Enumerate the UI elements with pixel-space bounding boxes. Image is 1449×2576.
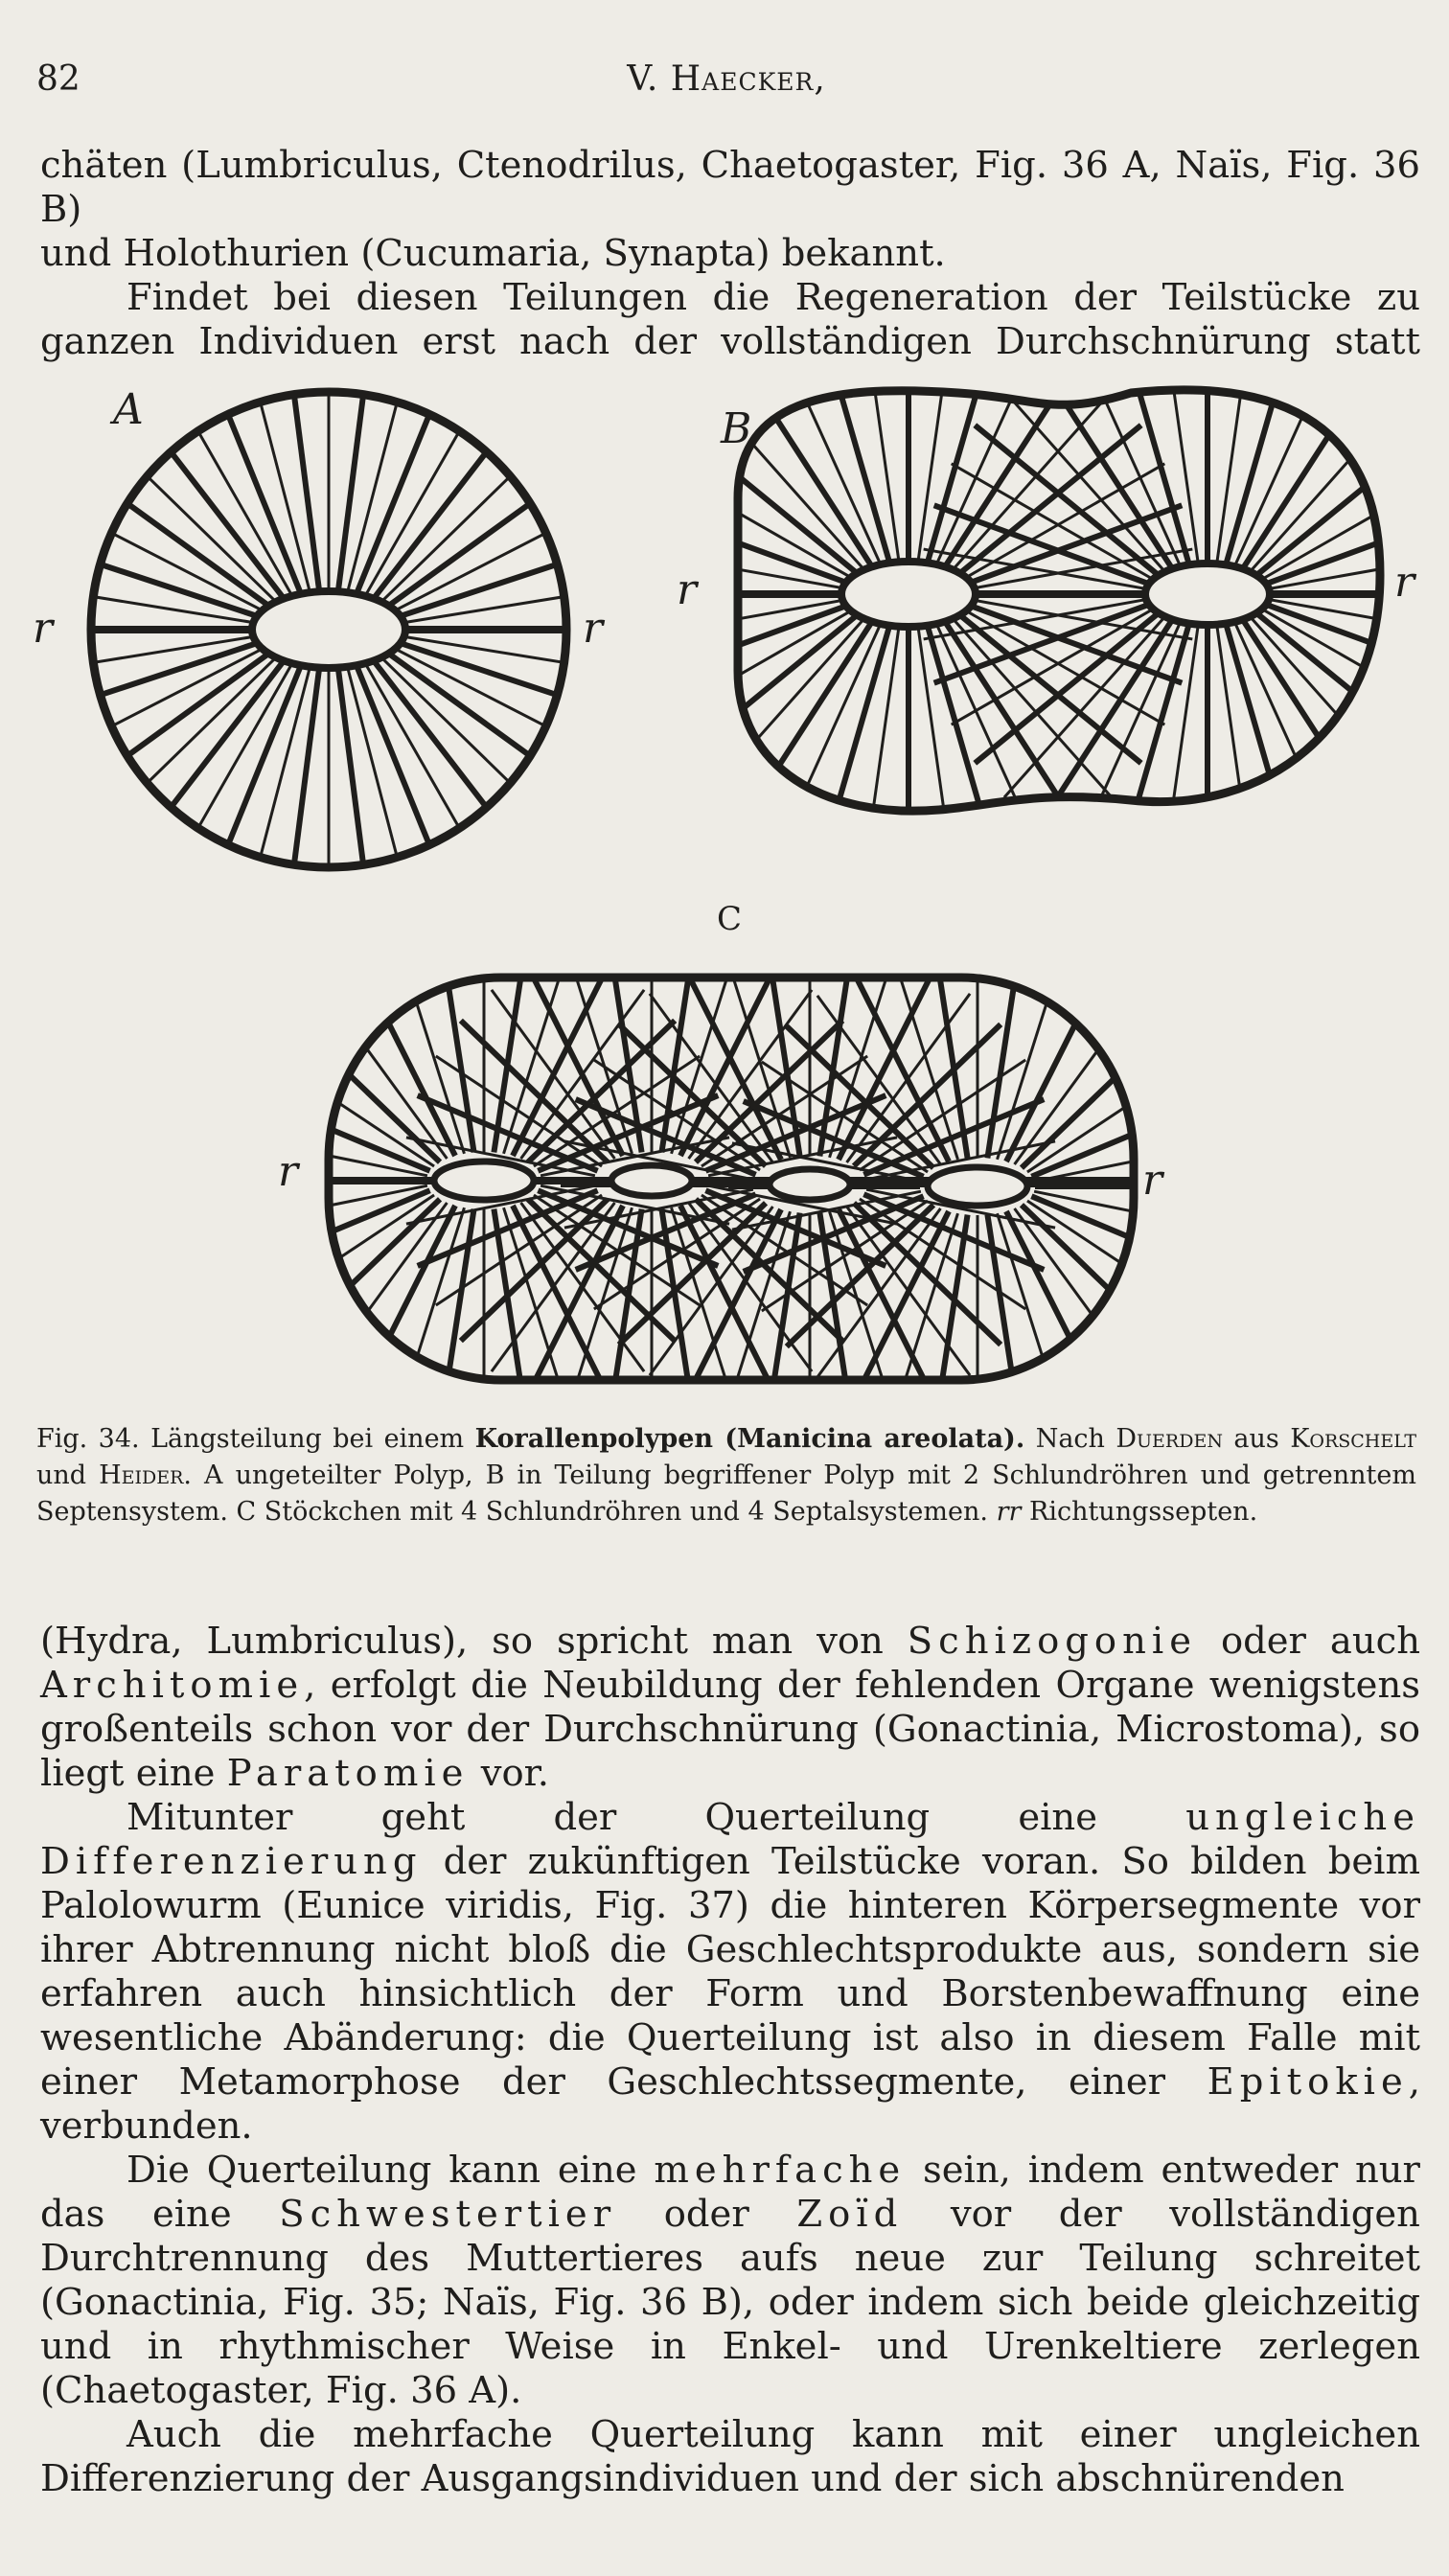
main-text xyxy=(40,1620,1420,2501)
label-r-b-left: r xyxy=(677,565,698,614)
septum-line xyxy=(998,1213,1063,1418)
septum-line xyxy=(1264,599,1449,639)
septum-line xyxy=(661,935,695,1153)
septum-line xyxy=(288,345,320,601)
text: Mitunter geht der Querteilung eine xyxy=(126,1796,1098,1839)
figure-label-a: A xyxy=(113,385,144,434)
text: vor der vollständigen Durchtrennung des Muttertieres aufs neue zur Teilung schreitet (Gonactinia, Fig. 35; Naïs, Fig. 36 B), oder indem sich beide gleichzeitig und in rhythmischer Weise in Enkel- und Urenkeltiere zerlegen (Chaetogaster, Fig. 36 A). xyxy=(40,2193,1420,2412)
caption-text: und xyxy=(36,1460,87,1490)
term-architomie: Architomie xyxy=(40,1664,305,1707)
label-r-b-right: r xyxy=(1394,558,1415,607)
paragraph-1 xyxy=(40,1620,1420,1796)
septum-line xyxy=(111,442,285,611)
caption-text: Nach xyxy=(1035,1424,1105,1454)
septum-line xyxy=(1258,464,1449,582)
septum-line xyxy=(892,1213,957,1418)
term-zoid: Zoïd xyxy=(796,2193,904,2236)
septum-line xyxy=(778,620,883,851)
septum-line xyxy=(1264,549,1449,589)
septum-line xyxy=(494,1209,527,1418)
septum-line xyxy=(661,1209,695,1418)
text: der zukünftigen Teilstücke voran. So bilden beim Palolowurm (Eunice viridis, Fig. 37) die hinteren Körpersegmente vor ihrer Abtrennung nicht bloß die Geschlechtsprodukte aus, sondern sie erfahren auch hinsichtlich der Form und Borstenbewaffnung eine wesentliche Abänderung: die Querteilung ist also in diesem Falle mit einer Metamorphose der Geschlechtssegmente, einer xyxy=(40,1840,1420,2104)
text: sein, indem entweder nur das eine xyxy=(40,2149,1420,2236)
caption-fig-number: Fig. 34. xyxy=(36,1424,140,1454)
text: , erfolgt die Neubildung der fehlenden Organe wenigstens großenteils schon vor der Durchschnürung (Gonactinia, Microstoma), so liegt eine xyxy=(40,1664,1420,1795)
septum-line xyxy=(372,442,545,611)
septum-line xyxy=(987,1215,1021,1418)
septum-line xyxy=(337,345,370,601)
septum-line xyxy=(987,941,1021,1159)
text: , verbunden. xyxy=(40,2060,1420,2148)
caption-text: Richtungssepten. xyxy=(1028,1497,1258,1527)
septum-line xyxy=(934,1215,968,1418)
text: Die Querteilung kann eine xyxy=(126,2149,637,2192)
paragraph-3 xyxy=(40,2149,1420,2413)
label-r-a-left: r xyxy=(33,604,54,653)
text: oder auch xyxy=(1220,1620,1420,1663)
septum-line xyxy=(288,658,320,914)
septum-line xyxy=(337,658,370,914)
septum-line xyxy=(934,338,1039,569)
septum-line xyxy=(934,620,1039,851)
septum-line xyxy=(819,939,853,1157)
term-schizogonie: Schizogonie xyxy=(907,1620,1197,1663)
septum-line xyxy=(399,947,464,1154)
figure-caption xyxy=(36,1421,1416,1530)
caption-author: Heider. xyxy=(99,1460,193,1490)
caption-species: Korallenpolypen (Manicina areolata). xyxy=(474,1424,1025,1454)
septum-line xyxy=(1233,338,1338,569)
caption-author: Duerden xyxy=(1116,1424,1223,1454)
caption-text: aus xyxy=(1233,1424,1279,1454)
paragraph-4: Auch die mehrfache Querteilung kann mit einer ungleichen Differenzierung der Ausgangsindividuen und der sich abschnürenden xyxy=(40,2413,1420,2500)
septum-line xyxy=(399,1208,464,1414)
text: (Hydra, Lumbriculus), so spricht man von xyxy=(40,1620,884,1663)
septum-line xyxy=(740,617,875,826)
label-r-c-left: r xyxy=(278,1147,299,1196)
text: vor. xyxy=(480,1752,550,1795)
septum-line xyxy=(111,649,285,818)
figure-c-colony xyxy=(235,932,1227,1418)
septum-line xyxy=(1031,1101,1211,1177)
septum-line xyxy=(778,338,883,569)
caption-author: Korschelt xyxy=(1290,1424,1416,1454)
term-paratomie: Paratomie xyxy=(226,1752,470,1795)
septum-line xyxy=(1077,338,1182,569)
septum-line xyxy=(494,935,527,1153)
figure-b-dividing-polyp xyxy=(621,307,1449,882)
term-mehrfache: mehrfache xyxy=(654,2149,907,2192)
caption-text: A ungeteilter Polyp, B in Teilung begriffener Polyp mit 2 Schlundröhren und getrenntem Septensystem. C Stöckchen mit 4 Schlundröhren und 4 Septalsystemen. xyxy=(36,1460,1416,1527)
septum-line xyxy=(1258,608,1449,725)
intro-line-4: ganzen Individuen erst nach der vollständigen Durchschnürung statt xyxy=(40,320,1420,363)
septum-line xyxy=(653,608,858,725)
intro-line-1: chäten (Lumbriculus, Ctenodrilus, Chaetogaster, Fig. 36 A, Naïs, Fig. 36 B) xyxy=(40,144,1420,231)
running-head: V. Haecker, xyxy=(627,59,826,99)
figure-label-c: C xyxy=(717,900,743,938)
label-r-c-right: r xyxy=(1142,1156,1163,1205)
term-epitokie: Epitokie xyxy=(1207,2060,1409,2104)
septum-line xyxy=(372,649,545,818)
intro-line-3: Findet bei diesen Teilungen die Regeneration der Teilstücke zu xyxy=(126,276,1420,319)
caption-rr: rr xyxy=(996,1497,1022,1527)
caption-text: Längsteilung bei einem xyxy=(150,1424,465,1454)
figure-label-b: B xyxy=(721,404,752,453)
septum-line xyxy=(441,1209,474,1418)
septum-line xyxy=(1022,1205,1168,1346)
septum-line xyxy=(1077,620,1182,851)
septum-line xyxy=(653,464,858,582)
page-number: 82 xyxy=(36,59,80,99)
text: oder xyxy=(663,2193,749,2236)
septum-line xyxy=(609,1209,642,1418)
term-schwestertier: Schwestertier xyxy=(279,2193,617,2236)
intro-line-2: und Holothurien (Cucumaria, Synapta) bekannt. xyxy=(40,232,946,275)
paragraph-2 xyxy=(40,1796,1420,2149)
label-r-a-right: r xyxy=(583,604,604,653)
term-ungleiche-differenzierung: ungleiche Differenzierung xyxy=(40,1796,1420,1883)
septum-line xyxy=(1241,617,1376,826)
